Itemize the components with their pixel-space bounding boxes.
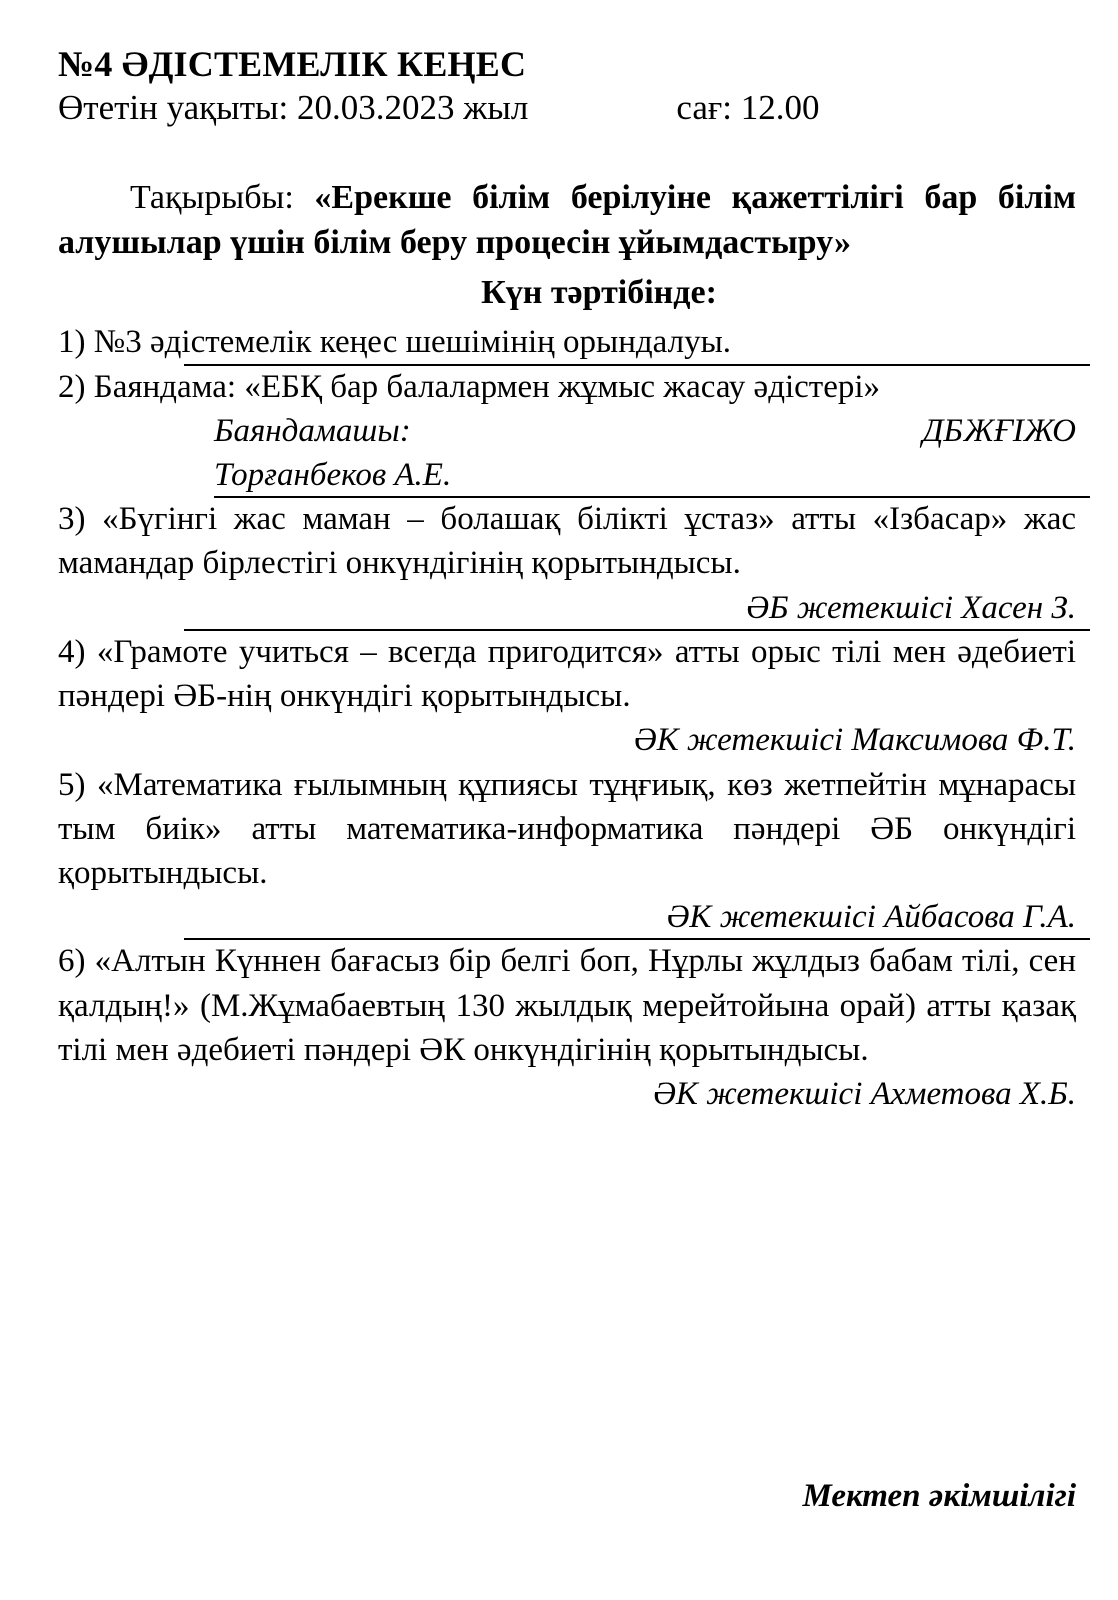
agenda-item-5 [58,763,1076,940]
agenda-item-6-signature: ӘК жетекшісі Ахметова Х.Б. [652,1076,1076,1113]
agenda-item-3-signature: ӘБ жетекшісі Хасен З. [746,589,1076,626]
agenda-item-1-text: 1) №3 әдістемелік кеңес шешімінің орындалуы. [58,324,732,361]
agenda-item-1 [58,320,1076,364]
meeting-hour: сағ: 12.00 [676,88,820,128]
agenda-item-3 [58,497,1076,630]
agenda-item-2 [58,365,1076,498]
agenda-item-4-signature: ӘК жетекшісі Максимова Ф.Т. [633,722,1076,759]
agenda-item-2-reporter-label: Баяндамашы: [214,412,411,449]
page-title: №4 ӘДІСТЕМЕЛІК КЕҢЕС [58,44,527,84]
agenda-item-2-reporter-name: Торғанбеков А.Е. [214,457,452,493]
agenda-item-4-text: 4) «Грамоте учиться – всегда пригодится» атты орыс тілі мен әдебиеті пәндері ӘБ-нің онкүндігі қорытындысы. [58,633,1076,715]
theme-paragraph [58,175,1076,267]
theme-quote: «Ерекше білім берілуіне қажеттілігі бар білім алушылар үшін білім беру процесін ұйымдастыру» [58,178,1076,262]
agenda-item-2-text: 2) Баяндама: «ЕБҚ бар балалармен жұмыс жасау әдістері» [58,368,881,405]
agenda-item-3-text: 3) «Бүгінгі жас маман – болашақ білікті ұстаз» атты «Ізбасар» жас мамандар бірлестігі онкүндігінің қорытындысы. [58,501,1076,582]
agenda-item-2-signature-row [58,409,1076,453]
meeting-date: Өтетін уақыты: 20.03.2023 жыл [58,88,529,128]
agenda-item-5-signature: ӘК жетекшісі Айбасова Г.А. [666,899,1076,936]
document-content [58,44,1076,1116]
document-footer-signature: Мектеп әкімшілігі [802,1478,1076,1514]
meeting-time-row [58,88,1076,128]
agenda-item-4 [58,630,1076,763]
agenda-item-2-department: ДБЖҒІЖО [922,412,1076,449]
agenda-item-5-text: 5) «Математика ғылымның құпиясы тұңғиық, көз жетпейтін мұнарасы тым биік» атты математика-информатика пәндері ӘБ онкүндігі қорытындысы. [58,766,1076,891]
agenda-item-6 [58,939,1076,1116]
theme-label: Тақырыбы: [130,178,315,216]
agenda-heading: Күн тәртібінде: [481,274,717,312]
agenda-item-6-text: 6) «Алтын Күннен бағасыз бір белгі боп, Нұрлы жұлдыз бабам тілі, сен қалдың!» (М.Жұмабаевтың 130 жылдық мерейтойына орай) атты қазақ тілі мен әдебиеті пәндері ӘК онкүндігінің қорытындысы. [58,943,1076,1068]
